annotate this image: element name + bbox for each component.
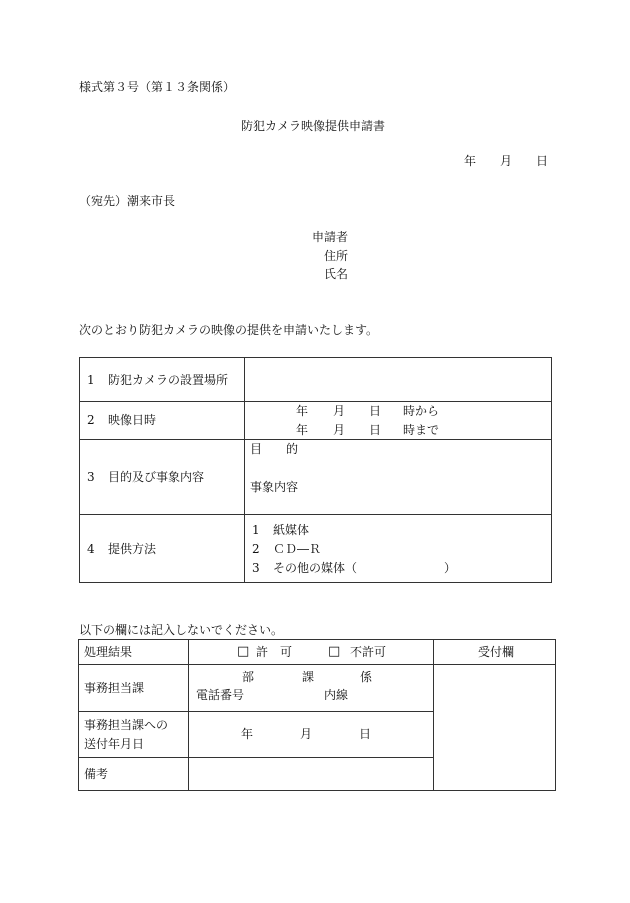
table2-row-divider-2: [78, 711, 434, 712]
permit-checkbox[interactable]: □: [237, 644, 250, 659]
incident-label: 事象内容: [250, 480, 299, 494]
applicant-name-label: 氏名: [324, 267, 349, 281]
table2-column-divider-1: [188, 639, 189, 791]
table1-row-divider-3: [79, 514, 552, 515]
applicant-address-label: 住所: [324, 249, 349, 263]
to-month: 月: [333, 423, 346, 437]
department-label: 部: [242, 670, 255, 684]
addressee: （宛先）潮来市長: [79, 194, 176, 208]
applicant-label: 申請者: [312, 230, 349, 244]
date-month-label: 月: [500, 154, 513, 168]
row4-label-delivery-method: 提供方法: [108, 542, 157, 556]
phone-number-label: 電話番号: [196, 688, 245, 702]
from-hour: 時から: [403, 404, 440, 418]
table1-bottom-border: [79, 582, 552, 583]
not-permit-label: 不許可: [350, 645, 387, 659]
to-year: 年: [296, 423, 309, 437]
processing-result-label: 処理結果: [84, 645, 133, 659]
table2-row-divider-1: [78, 664, 556, 665]
reception-label: 受付欄: [478, 645, 515, 659]
row1-number: 1: [87, 373, 95, 387]
document-title: 防犯カメラ映像提供申請書: [241, 119, 386, 133]
row2-number: 2: [87, 413, 95, 427]
table2-left-border: [78, 639, 79, 791]
option1-paper: 紙媒体: [273, 523, 310, 537]
table2-column-divider-2: [433, 639, 434, 791]
date-day-label: 日: [536, 154, 549, 168]
purpose-label: 目 的: [250, 442, 299, 456]
option2-cdr: ＣＤ―Ｒ: [273, 542, 322, 556]
option3-number: 3: [252, 561, 260, 575]
option3-other-media: その他の媒体（: [273, 561, 358, 575]
extension-label: 内線: [324, 688, 349, 702]
remarks-label: 備考: [84, 767, 109, 781]
row3-label-purpose-incident: 目的及び事象内容: [108, 470, 205, 484]
intro-text: 次のとおり防犯カメラの映像の提供を申請いたします。: [79, 323, 379, 337]
send-month-label: 月: [300, 727, 313, 741]
option1-number: 1: [252, 523, 260, 537]
from-day: 日: [369, 404, 382, 418]
send-day-label: 日: [359, 727, 372, 741]
do-not-fill-note: 以下の欄には記入しないでください。: [79, 623, 284, 637]
date-year-label: 年: [464, 154, 477, 168]
table2-top-border: [78, 639, 556, 640]
to-hour: 時まで: [403, 423, 440, 437]
send-date-label-line1: 事務担当課への: [84, 718, 169, 732]
table1-row-divider-1: [79, 401, 552, 402]
table2-row-divider-3: [78, 757, 434, 758]
from-month: 月: [333, 404, 346, 418]
table1-column-divider: [244, 357, 245, 583]
from-year: 年: [296, 404, 309, 418]
option3-close-paren: ）: [444, 561, 457, 575]
row3-number: 3: [87, 470, 95, 484]
form-number: 様式第３号（第１３条関係）: [79, 80, 236, 94]
table2-right-border: [555, 639, 556, 791]
not-permit-checkbox[interactable]: □: [328, 644, 341, 659]
send-date-label-line2: 送付年月日: [84, 737, 145, 751]
table2-bottom-border: [78, 790, 556, 791]
table1-left-border: [79, 357, 80, 583]
option2-number: 2: [252, 542, 260, 556]
row4-number: 4: [87, 542, 95, 556]
to-day: 日: [369, 423, 382, 437]
table1-right-border: [551, 357, 552, 583]
section-label: 課: [302, 670, 315, 684]
row1-label-camera-location: 防犯カメラの設置場所: [108, 373, 229, 387]
row2-label-video-datetime: 映像日時: [108, 413, 157, 427]
table1-row-divider-2: [79, 439, 552, 440]
send-year-label: 年: [241, 727, 254, 741]
table1-top-border: [79, 357, 552, 358]
permit-label: 許 可: [256, 645, 293, 659]
unit-label: 係: [360, 670, 373, 684]
office-in-charge-label: 事務担当課: [84, 681, 145, 695]
